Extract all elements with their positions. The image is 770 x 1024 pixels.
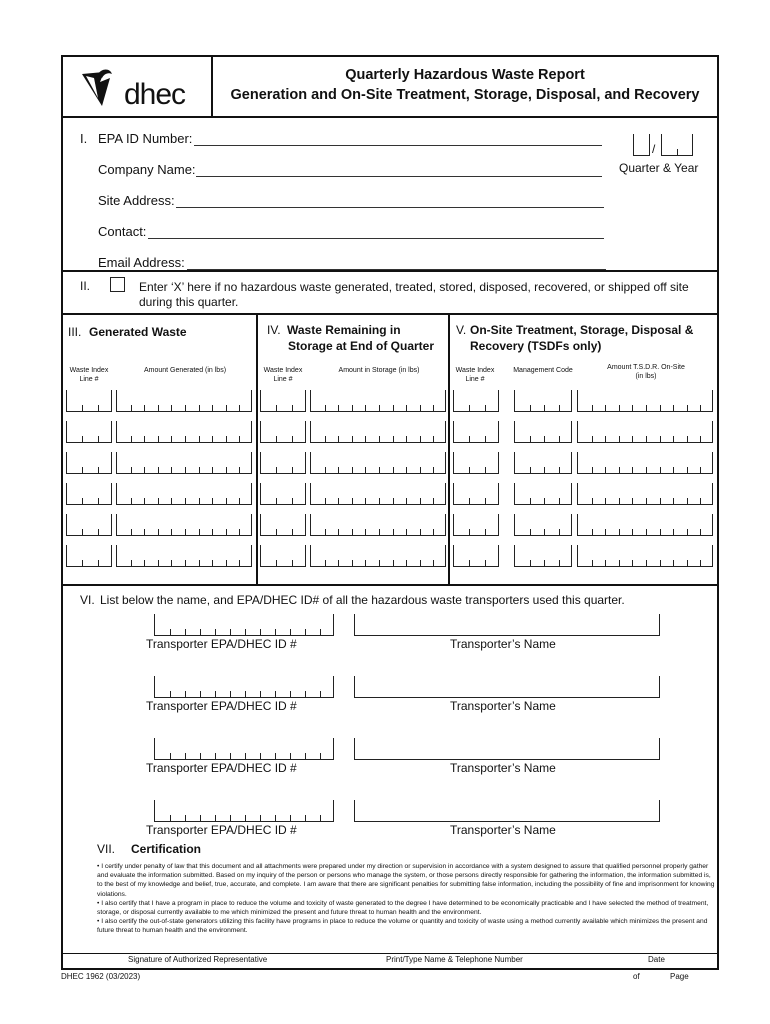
section-7-numeral: VII. bbox=[97, 842, 116, 856]
section-4-col-index: Waste Index Line # bbox=[263, 367, 303, 383]
date-label: Date bbox=[648, 955, 665, 964]
generated-amount-field[interactable] bbox=[116, 483, 252, 505]
tsdf-waste-index-field[interactable] bbox=[453, 514, 499, 536]
transporter-name-label: Transporter’s Name bbox=[450, 761, 556, 775]
transporter-name-field[interactable] bbox=[354, 800, 660, 822]
section-5-col-index: Waste Index Line # bbox=[455, 367, 495, 383]
transporter-id-field[interactable] bbox=[154, 738, 334, 760]
generated-waste-index-field[interactable] bbox=[66, 483, 112, 505]
generated-waste-index-field[interactable] bbox=[66, 514, 112, 536]
transporter-id-field[interactable] bbox=[154, 614, 334, 636]
section-5-col-amount: Amount T.S.D.R. On-Site (in lbs) bbox=[607, 364, 685, 380]
certification-title: Certification bbox=[131, 842, 202, 856]
certification-paragraph-3: • I also certify the out-of-state generators utilizing this facility have programs in place to reduce the volume or quantity and toxicity of waste using a method currently available which minimizes the present and future threat to human health and the environment. bbox=[97, 918, 708, 935]
section-5-title-line1: On-Site Treatment, Storage, Disposal & bbox=[470, 323, 694, 337]
storage-amount-field[interactable] bbox=[310, 452, 446, 474]
tsdf-waste-index-field[interactable] bbox=[453, 452, 499, 474]
form-subtitle: Generation and On-Site Treatment, Storage, Disposal, and Recovery bbox=[230, 87, 700, 103]
signature-label: Signature of Authorized Representative bbox=[128, 955, 268, 964]
year-box[interactable] bbox=[661, 134, 693, 156]
certification-text bbox=[97, 862, 717, 936]
form-title: Quarterly Hazardous Waste Report bbox=[345, 67, 585, 83]
storage-waste-index-field[interactable] bbox=[260, 452, 306, 474]
tsdf-amount-field[interactable] bbox=[577, 514, 713, 536]
generated-waste-index-field[interactable] bbox=[66, 452, 112, 474]
certification-paragraph-2: • I also certify that I have a program in place to reduce the volume and toxicity of waste generated to the degree I have determined to be economically practicable and I have selected the method of treatment, storage, or disposal currently available to me which minimized the present and future threat to human health and the environment. bbox=[97, 899, 709, 917]
storage-waste-index-field[interactable] bbox=[260, 514, 306, 536]
section-4-title-line1: Waste Remaining in bbox=[287, 323, 401, 337]
section-5-numeral: V. bbox=[456, 323, 467, 337]
storage-waste-index-field[interactable] bbox=[260, 483, 306, 505]
generated-waste-index-field[interactable] bbox=[66, 421, 112, 443]
contact-field[interactable] bbox=[148, 238, 604, 239]
header-rule bbox=[61, 116, 719, 118]
company-name-label: Company Name: bbox=[98, 162, 196, 177]
transporter-name-label: Transporter’s Name bbox=[450, 637, 556, 651]
site-address-field[interactable] bbox=[176, 207, 604, 208]
transporter-name-field[interactable] bbox=[354, 738, 660, 760]
transporter-name-label: Transporter’s Name bbox=[450, 823, 556, 837]
section-4-title-line2: Storage at End of Quarter bbox=[288, 339, 435, 353]
contact-label: Contact: bbox=[98, 224, 147, 239]
section-5-col-code: Management Code bbox=[513, 367, 573, 374]
management-code-field[interactable] bbox=[514, 483, 572, 505]
storage-amount-field[interactable] bbox=[310, 514, 446, 536]
site-address-label: Site Address: bbox=[98, 193, 175, 208]
no-waste-text-line2: during this quarter. bbox=[139, 295, 239, 309]
storage-waste-index-field[interactable] bbox=[260, 421, 306, 443]
transporter-id-label: Transporter EPA/DHEC ID # bbox=[146, 699, 297, 713]
signature-line[interactable] bbox=[61, 953, 719, 954]
storage-amount-field[interactable] bbox=[310, 421, 446, 443]
logo-text: dhec bbox=[124, 78, 186, 111]
generated-amount-field[interactable] bbox=[116, 390, 252, 412]
section-3-col-amount: Amount Generated (in lbs) bbox=[143, 367, 227, 374]
section-4-5-divider bbox=[448, 313, 450, 585]
generated-amount-field[interactable] bbox=[116, 514, 252, 536]
section-3-4-divider bbox=[256, 313, 258, 585]
section-4-col-amount: Amount in Storage (in lbs) bbox=[338, 367, 420, 374]
section-345-rule bbox=[61, 584, 719, 586]
storage-amount-field[interactable] bbox=[310, 545, 446, 567]
transporter-id-label: Transporter EPA/DHEC ID # bbox=[146, 823, 297, 837]
storage-amount-field[interactable] bbox=[310, 390, 446, 412]
generated-waste-index-field[interactable] bbox=[66, 545, 112, 567]
section-2-numeral: II. bbox=[80, 279, 91, 293]
quarter-box[interactable] bbox=[633, 134, 650, 156]
tsdf-amount-field[interactable] bbox=[577, 421, 713, 443]
tsdf-amount-field[interactable] bbox=[577, 452, 713, 474]
management-code-field[interactable] bbox=[514, 545, 572, 567]
section-3-numeral: III. bbox=[68, 325, 82, 339]
management-code-field[interactable] bbox=[514, 452, 572, 474]
epa-id-label: EPA ID Number: bbox=[98, 131, 193, 146]
transporter-id-field[interactable] bbox=[154, 800, 334, 822]
management-code-field[interactable] bbox=[514, 421, 572, 443]
dhec-logo-icon bbox=[80, 68, 130, 112]
company-name-field[interactable] bbox=[196, 176, 602, 177]
transporter-name-label: Transporter’s Name bbox=[450, 699, 556, 713]
storage-waste-index-field[interactable] bbox=[260, 390, 306, 412]
print-name-label: Print/Type Name & Telephone Number bbox=[386, 955, 523, 964]
form-id: DHEC 1962 (03/2023) bbox=[61, 972, 141, 981]
transporter-id-label: Transporter EPA/DHEC ID # bbox=[146, 637, 297, 651]
transporter-id-label: Transporter EPA/DHEC ID # bbox=[146, 761, 297, 775]
management-code-field[interactable] bbox=[514, 390, 572, 412]
section-5-title-line2: Recovery (TSDFs only) bbox=[470, 339, 602, 353]
section-1-numeral: I. bbox=[80, 131, 88, 146]
tsdf-amount-field[interactable] bbox=[577, 483, 713, 505]
generated-amount-field[interactable] bbox=[116, 545, 252, 567]
generated-amount-field[interactable] bbox=[116, 452, 252, 474]
header-divider bbox=[211, 55, 213, 117]
generated-amount-field[interactable] bbox=[116, 421, 252, 443]
section-2-rule bbox=[61, 313, 719, 315]
email-address-label: Email Address: bbox=[98, 255, 185, 270]
no-waste-text-line1: Enter ‘X’ here if no hazardous waste generated, treated, stored, disposed, recovered, or shipped off site bbox=[139, 280, 689, 294]
tsdf-waste-index-field[interactable] bbox=[453, 545, 499, 567]
tsdf-waste-index-field[interactable] bbox=[453, 390, 499, 412]
certification-paragraph-1: • I certify under penalty of law that this document and all attachments were prepared under my direction or supervision in accordance with a system designed to assure that qualified personnel properly gather and evaluate the information submitted. Based on my inquiry of the person or persons who manage the system, or those persons directly responsible for gathering the information, the information submitted is, to the best of my knowledge and belief, true, accurate, and complete. I am aware that there are significant penalties for submitting false information, including the possibility of fine and imprisonment for knowing violations. bbox=[97, 863, 715, 898]
tsdf-amount-field[interactable] bbox=[577, 545, 713, 567]
quarter-year-label: Quarter & Year bbox=[619, 161, 699, 175]
quarter-year-slash: / bbox=[652, 142, 656, 156]
tsdf-waste-index-field[interactable] bbox=[453, 483, 499, 505]
storage-waste-index-field[interactable] bbox=[260, 545, 306, 567]
epa-id-field[interactable] bbox=[194, 145, 602, 146]
transporter-name-field[interactable] bbox=[354, 676, 660, 698]
section-6-instruction: List below the name, and EPA/DHEC ID# of all the hazardous waste transporters used this quarter. bbox=[100, 593, 625, 607]
generated-waste-index-field[interactable] bbox=[66, 390, 112, 412]
section-6-numeral: VI. bbox=[80, 593, 95, 607]
tsdf-amount-field[interactable] bbox=[577, 390, 713, 412]
tsdf-waste-index-field[interactable] bbox=[453, 421, 499, 443]
page-of-label: of bbox=[633, 972, 640, 981]
no-waste-checkbox[interactable] bbox=[110, 277, 125, 292]
management-code-field[interactable] bbox=[514, 514, 572, 536]
section-1-rule bbox=[61, 270, 719, 272]
storage-amount-field[interactable] bbox=[310, 483, 446, 505]
section-3-title: Generated Waste bbox=[89, 325, 187, 339]
section-3-col-index: Waste Index Line # bbox=[69, 367, 109, 383]
section-4-numeral: IV. bbox=[267, 323, 281, 337]
page-label: Page bbox=[670, 972, 689, 981]
transporter-id-field[interactable] bbox=[154, 676, 334, 698]
transporter-name-field[interactable] bbox=[354, 614, 660, 636]
